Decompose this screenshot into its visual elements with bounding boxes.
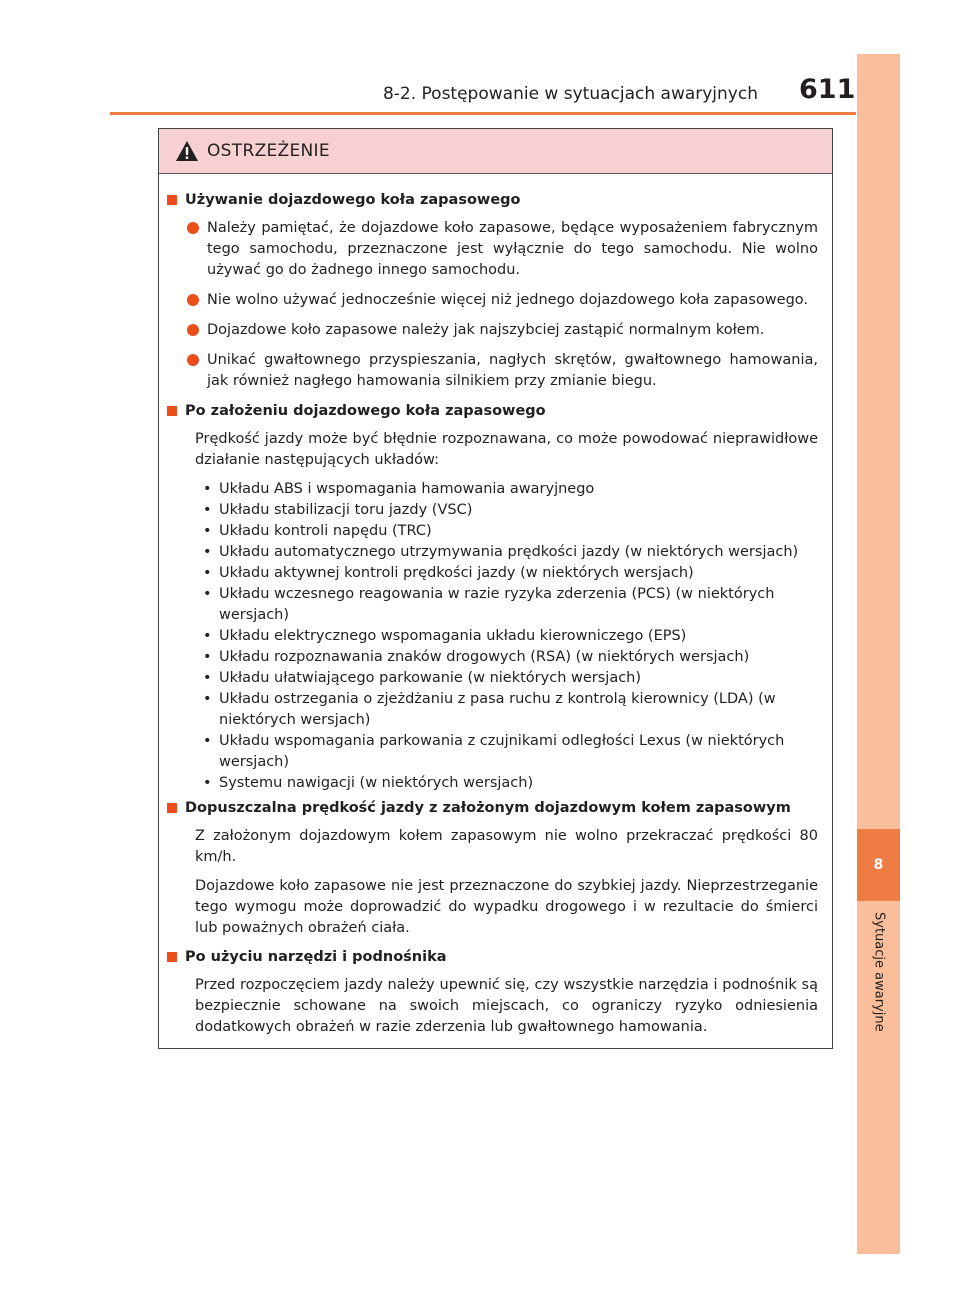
square-bullet-icon xyxy=(167,195,177,205)
header-rule xyxy=(110,112,856,115)
bullet-item: • Układu wspomagania parkowania z czujnikami odległości Lexus (w niektórych wersjach) xyxy=(203,733,785,770)
bullet-item: • Układu ułatwiającego parkowanie (w niektórych wersjach) xyxy=(203,670,642,686)
bullet-list xyxy=(167,479,818,794)
paragraph: Prędkość jazdy może być błędnie rozpoznawana, co może powodować nieprawidłowe działanie następujących układów: xyxy=(195,431,818,468)
bullet-item: • Układu ABS i wspomagania hamowania awaryjnego xyxy=(203,481,595,497)
bullet-item: • Układu automatycznego utrzymywania prędkości jazdy (w niektórych wersjach) xyxy=(203,544,799,560)
dot-bullet-icon xyxy=(187,294,199,306)
square-bullet-icon xyxy=(167,952,177,962)
bullet-item: • Układu wczesnego reagowania w razie ryzyka zderzenia (PCS) (w niektórych wersjach) xyxy=(203,586,775,623)
warning-title: OSTRZEŻENIE xyxy=(207,141,330,161)
bullet-item: • Układu aktywnej kontroli prędkości jazdy (w niektórych wersjach) xyxy=(203,565,694,581)
chapter-number-tab[interactable]: 8 xyxy=(857,829,900,901)
section-heading: Używanie dojazdowego koła zapasowego xyxy=(167,190,818,210)
paragraph: Przed rozpoczęciem jazdy należy upewnić się, czy wszystkie narzędzia i podnośnik są bezpiecznie schowane na swoich miejscach, co ograniczy ryzyko odniesienia dodatkowych obrażeń w razie zderzenia lub gwałtownego hamowania. xyxy=(195,977,818,1035)
dot-bullet-icon xyxy=(187,222,199,234)
bullet-item: • Układu kontroli napędu (TRC) xyxy=(203,523,432,539)
bullet-item: • Systemu nawigacji (w niektórych wersjach) xyxy=(203,775,534,791)
list-item: Należy pamiętać, że dojazdowe koło zapasowe, będące wyposażeniem fabrycznym tego samochodu, przeznaczone jest wyłącznie do tego samochodu. Nie wolno używać go do żadnego innego samochodu. xyxy=(187,218,818,281)
bullet-item: • Układu ostrzegania o zjeżdżaniu z pasa ruchu z kontrolą kierownicy (LDA) (w niektórych wersjach) xyxy=(203,691,776,728)
chapter-label: Sytuacje awaryjne xyxy=(871,912,887,1032)
dot-bullet-icon xyxy=(187,354,199,366)
bullet-item: • Układu rozpoznawania znaków drogowych (RSA) (w niektórych wersjach) xyxy=(203,649,750,665)
square-bullet-icon xyxy=(167,803,177,813)
warning-body xyxy=(159,174,832,1038)
section-heading: Po założeniu dojazdowego koła zapasowego xyxy=(167,401,818,421)
square-bullet-icon xyxy=(167,406,177,416)
section-heading: Dopuszczalna prędkość jazdy z założonym dojazdowym kołem zapasowym xyxy=(167,798,818,818)
section-heading: Po użyciu narzędzi i podnośnika xyxy=(167,947,818,967)
list-item: Nie wolno używać jednocześnie więcej niż jednego dojazdowego koła zapasowego. xyxy=(187,290,818,311)
bullet-item: • Układu elektrycznego wspomagania układu kierowniczego (EPS) xyxy=(203,628,687,644)
paragraph: Z założonym dojazdowym kołem zapasowym nie wolno przekraczać prędkości 80 km/h. xyxy=(195,828,818,865)
list-item: Unikać gwałtownego przyspieszania, nagłych skrętów, gwałtownego hamowania, jak również nagłego hamowania silnikiem przy zmianie biegu. xyxy=(187,350,818,392)
warning-triangle-icon xyxy=(175,140,199,162)
page-number: 611 xyxy=(799,74,856,105)
warning-box xyxy=(158,128,833,1049)
warning-header xyxy=(159,129,832,174)
dot-bullet-icon xyxy=(187,324,199,336)
side-chapter-tab xyxy=(857,54,900,1254)
paragraph: Dojazdowe koło zapasowe nie jest przeznaczone do szybkiej jazdy. Nieprzestrzeganie tego wymogu może doprowadzić do wypadku drogowego i w rezultacie do śmierci lub poważnych obrażeń ciała. xyxy=(195,878,818,936)
bullet-item: • Układu stabilizacji toru jazdy (VSC) xyxy=(203,502,473,518)
section-title: 8-2. Postępowanie w sytuacjach awaryjnych xyxy=(382,84,758,104)
list-item: Dojazdowe koło zapasowe należy jak najszybciej zastąpić normalnym kołem. xyxy=(187,320,818,341)
